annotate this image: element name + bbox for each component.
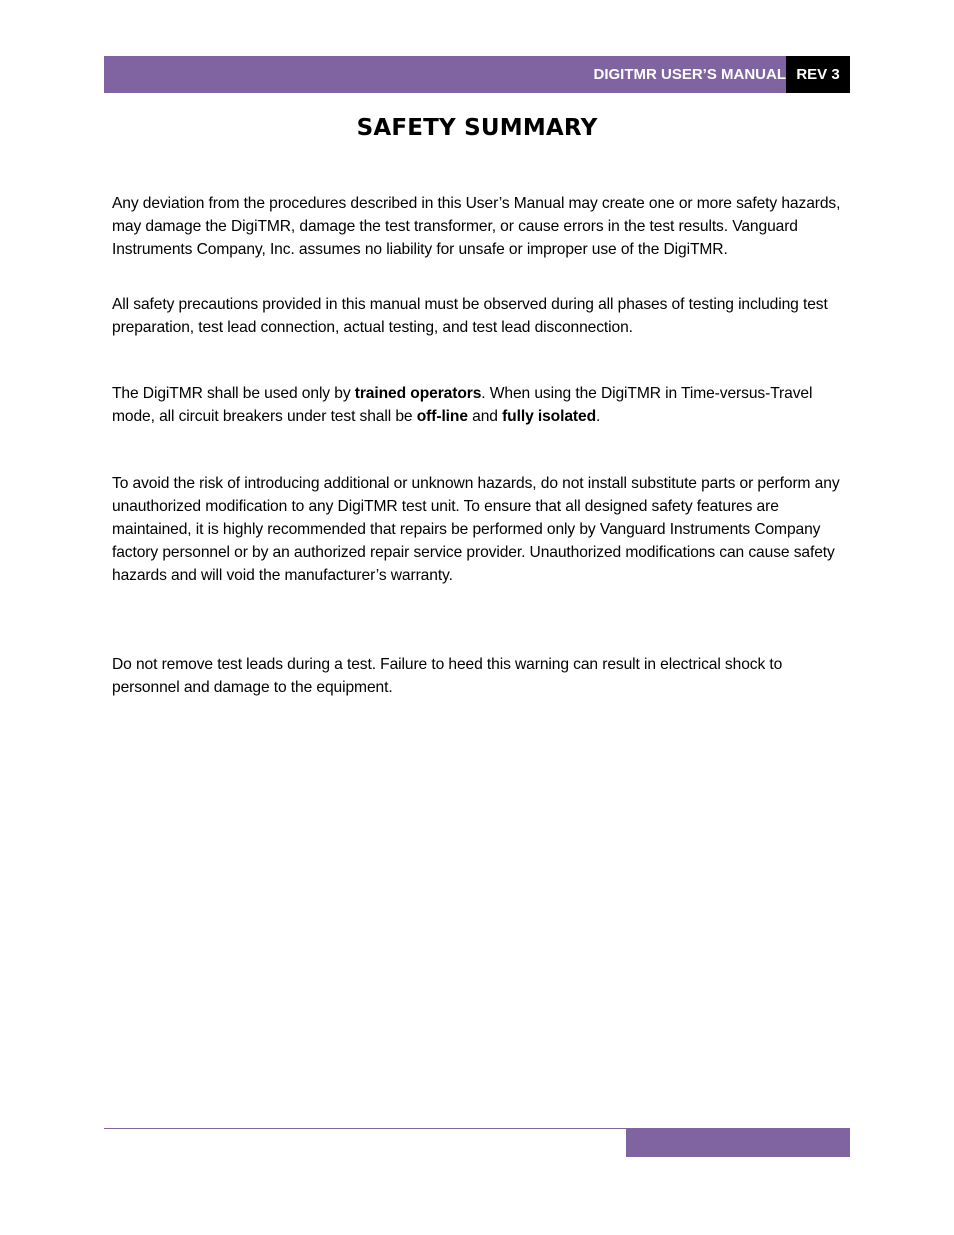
text-run: The DigiTMR shall be used only by <box>112 385 355 402</box>
paragraph-operator-requirements <box>112 382 847 428</box>
revision-badge: REV 3 <box>786 56 850 93</box>
manual-title: DIGITMR USER’S MANUAL <box>593 66 786 83</box>
text-run: . <box>596 408 601 425</box>
paragraph-test-leads-warning: Do not remove test leads during a test. Failure to heed this warning can result in electrical shock to personnel and damage to the equipment. <box>112 656 783 696</box>
paragraph-deviation-warning: Any deviation from the procedures described in this User’s Manual may create one or more safety hazards, may damage the DigiTMR, damage the test transformer, or cause errors in the test results. Vanguard Instruments Company, Inc. assumes no liability for unsafe or improper use of the DigiTMR. <box>112 195 841 258</box>
text-run: . When using the DigiTMR in Time-versus-Travel mode, all circuit breakers under test shall be <box>112 385 813 425</box>
page-title: SAFETY SUMMARY <box>356 115 598 141</box>
text-run: and <box>467 408 503 425</box>
footer-accent-block <box>626 1128 850 1157</box>
page-header-bar <box>104 56 850 93</box>
emphasis-off-line: off-line <box>416 408 468 425</box>
paragraph-unauthorized-modification: To avoid the risk of introducing additional or unknown hazards, do not install substitute parts or perform any unauthorized modification to any DigiTMR test unit. To ensure that all designed safety features are maintained, it is highly recommended that repairs be performed only by Vanguard Instruments Company factory personnel or by an authorized repair service provider. Unauthorized modifications can cause safety hazards and will void the manufacturer’s warranty. <box>112 475 840 584</box>
emphasis-fully-isolated: fully isolated <box>502 408 597 425</box>
paragraph-safety-precautions: All safety precautions provided in this manual must be observed during all phases of testing including test preparation, test lead connection, actual testing, and test lead disconnection. <box>112 296 828 336</box>
emphasis-trained-operators: trained operators <box>354 385 482 402</box>
